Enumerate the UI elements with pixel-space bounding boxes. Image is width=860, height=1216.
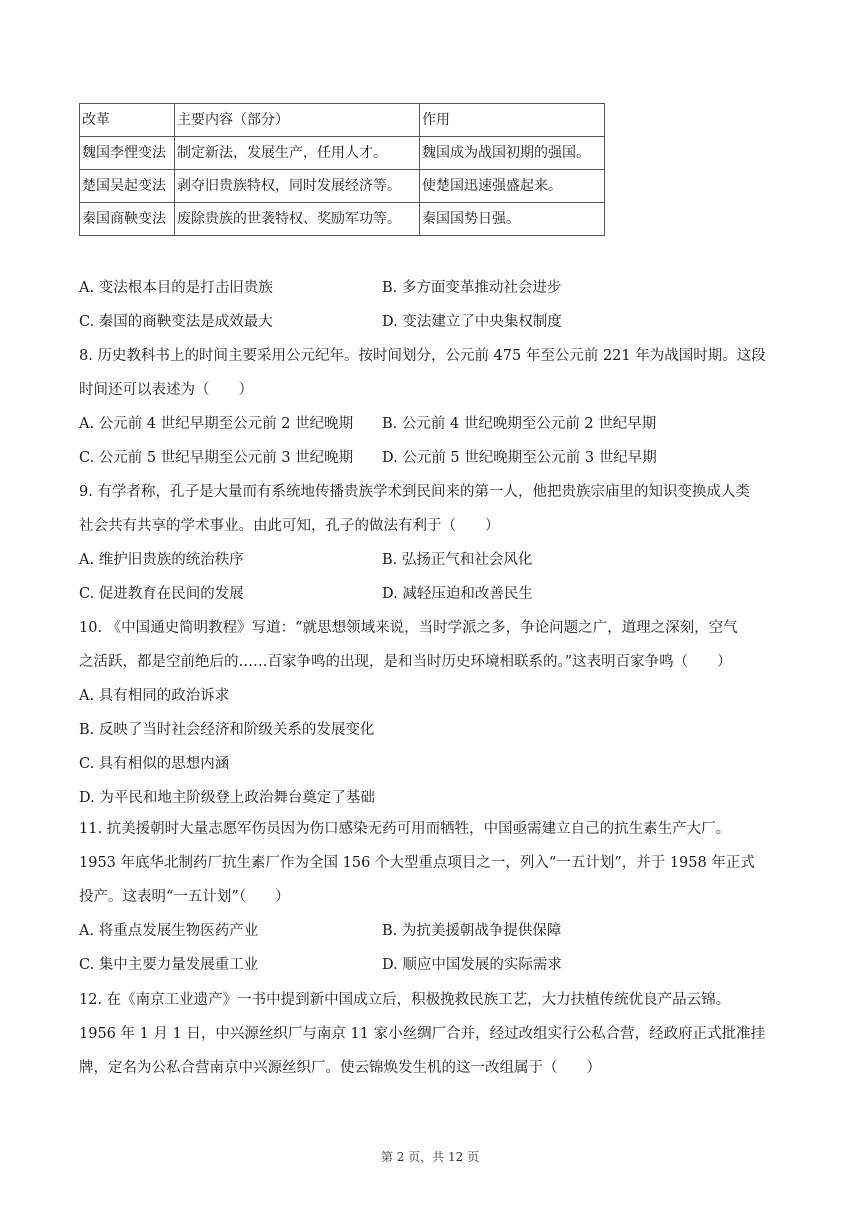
question-9 xyxy=(79,475,789,611)
table-header-cell: 主要内容（部分） xyxy=(175,104,420,137)
reform-table xyxy=(79,103,605,236)
option-b: B. 反映了当时社会经济和阶级关系的发展变化 xyxy=(79,722,375,738)
question-stem: 10. 《中国通史简明教程》写道：“就思想领域来说，当时学派之多，争论问题之广，道理之深刻，空气 xyxy=(79,620,738,636)
option-d: D. 减轻压迫和改善民生 xyxy=(382,586,533,602)
table-cell: 楚国吴起变法 xyxy=(80,170,175,203)
question-11 xyxy=(79,812,789,982)
question-8 xyxy=(79,339,789,475)
option-a: A. 维护旧贵族的统治秩序 xyxy=(79,552,244,568)
question-10 xyxy=(79,611,789,815)
question-stem: 之活跃，都是空前绝后的……百家争鸣的出现，是和当时历史环境相联系的。”这表明百家争鸣（ ） xyxy=(79,654,732,670)
question-stem: 9. 有学者称，孔子是大量而有系统地传播贵族学术到民间来的第一人，他把贵族宗庙里的知识变换成人类 xyxy=(79,484,750,500)
table-header-cell: 作用 xyxy=(420,104,605,137)
table-cell: 使楚国迅速强盛起来。 xyxy=(420,170,605,203)
option-b: B. 弘扬正气和社会风化 xyxy=(382,552,533,568)
table-row xyxy=(80,137,605,170)
page-footer: 第 2 页，共 12 页 xyxy=(380,1150,480,1164)
option-row xyxy=(79,948,789,982)
option-b: B. 多方面变革推动社会进步 xyxy=(382,280,562,296)
option-a: A. 具有相同的政治诉求 xyxy=(79,688,230,704)
table-cell: 废除贵族的世袭特权、奖励军功等。 xyxy=(175,203,420,236)
table-cell: 魏国成为战国初期的强国。 xyxy=(420,137,605,170)
question-12 xyxy=(79,983,789,1085)
option-a: A. 将重点发展生物医药产业 xyxy=(79,923,259,939)
table-cell: 制定新法，发展生产，任用人才。 xyxy=(175,137,420,170)
table-row xyxy=(80,203,605,236)
option-row xyxy=(79,441,789,475)
table-header-cell: 改革 xyxy=(80,104,175,137)
option-row xyxy=(79,271,789,305)
option-a: A. 公元前 4 世纪早期至公元前 2 世纪晚期 xyxy=(79,416,354,432)
table-row xyxy=(80,170,605,203)
table-cell: 魏国李悝变法 xyxy=(80,137,175,170)
question-stem: 8. 历史教科书上的时间主要采用公元纪年。按时间划分，公元前 475 年至公元前 221 年为战国时期。这段 xyxy=(79,348,766,364)
option-row xyxy=(79,407,789,441)
option-c: C. 集中主要力量发展重工业 xyxy=(79,957,259,973)
option-row xyxy=(79,577,789,611)
option-row xyxy=(79,305,789,339)
option-b: B. 公元前 4 世纪晚期至公元前 2 世纪早期 xyxy=(382,416,657,432)
option-d: D. 为平民和地主阶级登上政治舞台奠定了基础 xyxy=(79,790,375,806)
table-cell: 秦国国势日强。 xyxy=(420,203,605,236)
question-stem: 社会共有共享的学术事业。由此可知，孔子的做法有利于（ ） xyxy=(79,518,500,534)
option-d: D. 公元前 5 世纪晚期至公元前 3 世纪早期 xyxy=(382,450,657,466)
option-c: C. 秦国的商鞅变法是成效最大 xyxy=(79,314,273,330)
option-a: A. 变法根本目的是打击旧贵族 xyxy=(79,280,273,296)
option-row xyxy=(79,543,789,577)
question-stem: 1956 年 1 月 1 日，中兴源丝织厂与南京 11 家小丝绸厂合并，经过改组实行公私合营，经政府正式批准挂 xyxy=(79,1026,766,1042)
option-d: D. 顺应中国发展的实际需求 xyxy=(382,957,562,973)
table-cell: 秦国商鞅变法 xyxy=(80,203,175,236)
option-c: C. 公元前 5 世纪早期至公元前 3 世纪晚期 xyxy=(79,450,354,466)
question-stem: 12. 在《南京工业遗产》一书中提到新中国成立后，积极挽救民族工艺，大力扶植传统优良产品云锦。 xyxy=(79,992,731,1008)
question-stem: 1953 年底华北制药厂抗生素厂作为全国 156 个大型重点项目之一，列入“一五计划”，并于 1958 年正式 xyxy=(79,855,755,871)
question-7-options xyxy=(79,271,789,339)
option-b: B. 为抗美援朝战争提供保障 xyxy=(382,923,562,939)
option-d: D. 变法建立了中央集权制度 xyxy=(382,314,562,330)
option-c: C. 具有相似的思想内涵 xyxy=(79,756,230,772)
option-row xyxy=(79,914,789,948)
question-stem: 牌，定名为公私合营南京中兴源丝织厂。使云锦焕发生机的这一改组属于（ ） xyxy=(79,1060,601,1076)
question-stem: 投产。这表明“一五计划”（ ） xyxy=(79,889,290,905)
table-header-row xyxy=(80,104,605,137)
table-cell: 剥夺旧贵族特权，同时发展经济等。 xyxy=(175,170,420,203)
question-stem: 时间还可以表述为（ ） xyxy=(79,382,253,398)
option-c: C. 促进教育在民间的发展 xyxy=(79,586,244,602)
question-stem: 11. 抗美援朝时大量志愿军伤员因为伤口感染无药可用而牺牲，中国亟需建立自己的抗生素生产大厂。 xyxy=(79,821,731,837)
